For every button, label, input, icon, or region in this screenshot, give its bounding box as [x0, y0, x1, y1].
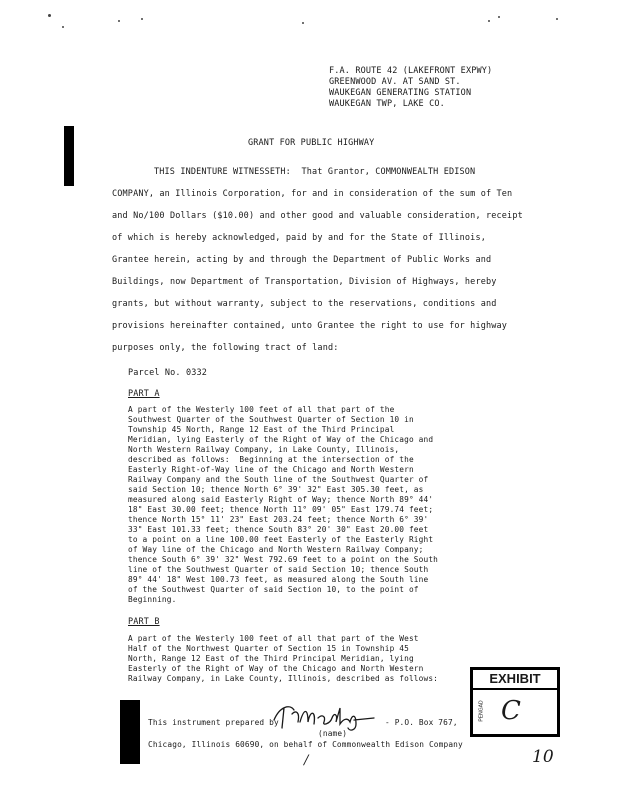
part-a-line: 89° 44' 18" West 100.73 feet, as measured along the South line — [128, 575, 429, 584]
part-a-line: 18" East 30.00 feet; thence North 11° 09' 05" East 179.74 feet; — [128, 505, 434, 514]
scan-speck — [498, 16, 500, 18]
body-line: COMPANY, an Illinois Corporation, for and in consideration of the sum of Ten — [112, 189, 513, 199]
body-line: THIS INDENTURE WITNESSETH: That Grantor, COMMONWEALTH EDISON — [154, 167, 476, 177]
preparer-address-line: Chicago, Illinois 60690, on behalf of Commonwealth Edison Company — [148, 740, 463, 749]
handwritten-mark: / — [304, 753, 309, 768]
part-a-line: to a point on a line 100.00 feet Easterly of the Easterly Right — [128, 535, 434, 544]
part-a-line: Meridian, lying Easterly of the Right of Way of the Chicago and — [128, 435, 434, 444]
part-a-line: measured along said Easterly Right of Way; thence North 89° 44' — [128, 495, 434, 504]
body-line: Grantee herein, acting by and through the Department of Public Works and — [112, 255, 492, 265]
part-b-heading: PART B — [128, 617, 160, 627]
part-b-line: Easterly of the Right of Way of the Chicago and North Western — [128, 664, 424, 673]
part-a-line: of Way line of the Chicago and North Western Railway Company; — [128, 545, 424, 554]
part-a-line: North Western Railway Company, in Lake County, Illinois, — [128, 445, 400, 454]
body-line: provisions hereinafter contained, unto Grantee the right to use for highway — [112, 321, 508, 331]
part-b-line: Half of the Northwest Quarter of Section 15 in Township 45 — [128, 644, 409, 653]
handwritten-page-number: 10 — [532, 747, 554, 767]
part-a-line: Township 45 North, Range 12 East of the Third Principal — [128, 425, 395, 434]
parcel-number: Parcel No. 0332 — [128, 368, 208, 378]
part-b-line: A part of the Westerly 100 feet of all that part of the West — [128, 634, 419, 643]
footer-redaction-bar — [120, 700, 140, 764]
part-a-line: Easterly Right-of-Way line of the Chicago and North Western — [128, 465, 414, 474]
exhibit-vendor-text: PENGAD — [478, 700, 485, 722]
exhibit-label: EXHIBIT — [473, 670, 557, 690]
body-line: and No/100 Dollars ($10.00) and other good and valuable consideration, receipt — [112, 211, 523, 221]
header-line: F.A. ROUTE 42 (LAKEFRONT EXPWY) — [329, 66, 493, 76]
part-a-line: Beginning. — [128, 595, 177, 604]
header-line: WAUKEGAN GENERATING STATION — [329, 88, 472, 98]
document-title: GRANT FOR PUBLIC HIGHWAY — [248, 138, 375, 148]
part-b-line: Railway Company, in Lake County, Illinois, described as follows: — [128, 674, 439, 683]
header-line: WAUKEGAN TWP, LAKE CO. — [329, 99, 445, 109]
scan-speck — [141, 18, 143, 20]
name-caption: (name) — [318, 729, 348, 738]
header-line: GREENWOOD AV. AT SAND ST. — [329, 77, 461, 87]
body-line: purposes only, the following tract of land: — [112, 343, 339, 353]
part-a-line: thence North 15° 11' 23" East 203.24 feet; thence North 6° 39' — [128, 515, 429, 524]
part-a-line: said Section 10; thence North 6° 39' 32" East 305.30 feet, as — [128, 485, 424, 494]
exhibit-letter: C — [501, 696, 521, 726]
margin-redaction-bar — [64, 126, 74, 186]
prepared-by-address: - P.O. Box 767, — [385, 718, 458, 727]
part-a-line: line of the Southwest Quarter of said Section 10; thence South — [128, 565, 429, 574]
scan-speck — [48, 14, 51, 17]
body-line: grants, but without warranty, subject to the reservations, conditions and — [112, 299, 497, 309]
body-line: Buildings, now Department of Transportation, Division of Highways, hereby — [112, 277, 497, 287]
scan-speck — [118, 20, 120, 22]
part-a-heading: PART A — [128, 389, 160, 399]
part-a-line: 33" East 101.33 feet; thence South 83° 20' 30" East 20.00 feet — [128, 525, 429, 534]
part-a-line: thence South 6° 39' 32" West 792.69 feet to a point on the South — [128, 555, 439, 564]
part-a-line: Southwest Quarter of the Southwest Quarter of Section 10 in — [128, 415, 414, 424]
scan-speck — [556, 18, 558, 20]
prepared-by-label: This instrument prepared by — [148, 718, 279, 727]
part-a-line: described as follows: Beginning at the intersection of the — [128, 455, 414, 464]
part-a-line: of the Southwest Quarter of said Section 10, to the point of — [128, 585, 419, 594]
scan-speck — [488, 20, 490, 22]
exhibit-sticker — [470, 667, 560, 737]
part-a-line: A part of the Westerly 100 feet of all that part of the — [128, 405, 395, 414]
part-b-line: North, Range 12 East of the Third Principal Meridian, lying — [128, 654, 414, 663]
body-line: of which is hereby acknowledged, paid by and for the State of Illinois, — [112, 233, 486, 243]
scan-speck — [62, 26, 64, 28]
scan-speck — [302, 22, 304, 24]
part-a-line: Railway Company and the South line of the Southwest Quarter of — [128, 475, 429, 484]
